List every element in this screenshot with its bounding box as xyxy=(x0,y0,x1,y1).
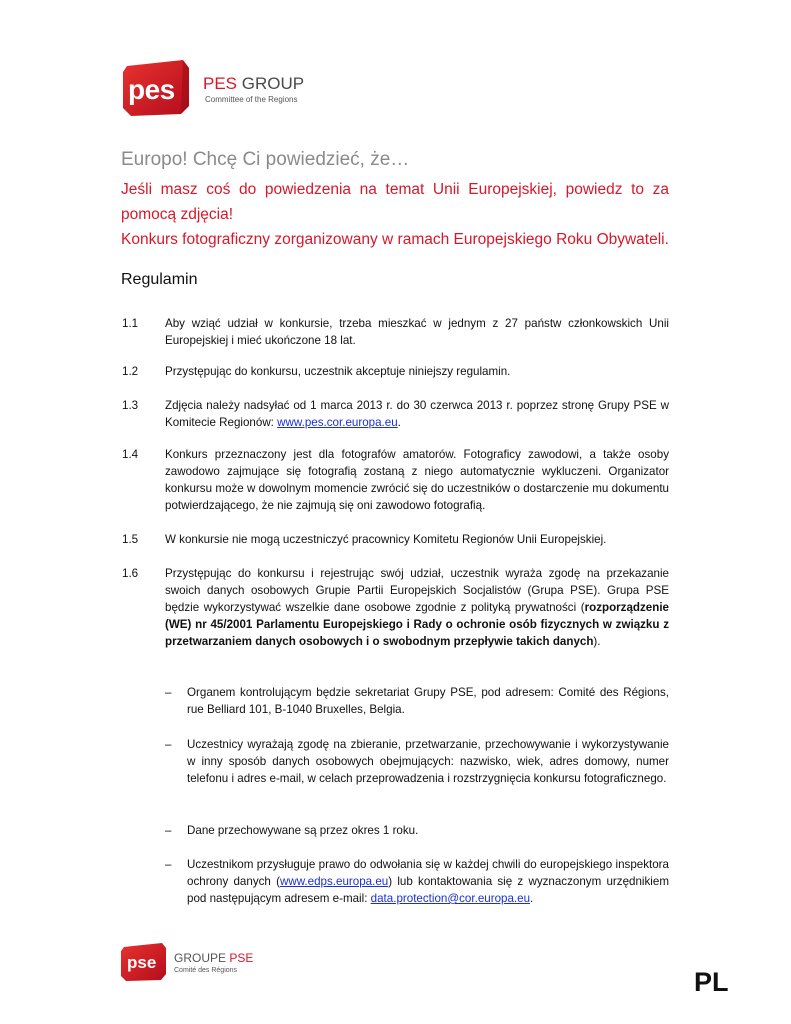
regulation-reference: rozporządzenie (WE) nr 45/2001 Parlamentu Europejskiego i Rady o ochronie osób fizycznych w związku z przetwarzaniem danych osobowych i o swobodnym przepływie takich danych xyxy=(165,601,669,648)
rule-number: 1.3 xyxy=(122,399,139,412)
pes-group-name xyxy=(203,74,304,94)
pes-logo-mark-text: pes xyxy=(128,74,175,105)
contest-description: Konkurs fotograficzny zorganizowany w ramach Europejskiego Roku Obywateli. xyxy=(121,231,669,248)
page-title: Europo! Chcę Ci powiedzieć, że… xyxy=(121,149,410,170)
pse-logo-mark-text: pse xyxy=(127,953,157,972)
rule-text-part: ). xyxy=(593,635,601,648)
dash-bullet: – xyxy=(165,686,172,699)
list-item-text xyxy=(187,856,669,907)
data-protection-email-link[interactable]: data.protection@cor.europa.eu xyxy=(370,892,531,905)
rule-text: Przystępując do konkursu, uczestnik akceptuje niniejszy regulamin. xyxy=(165,365,511,378)
section-title: Regulamin xyxy=(121,271,198,288)
list-item-text-part: Uczestnikom przysługuje prawo do odwołania się w każdej chwili do europejskiego inspektora ochrony danych ( xyxy=(187,858,669,888)
rule-number: 1.2 xyxy=(122,365,139,378)
groupe-pse-name-first: GROUPE xyxy=(174,951,227,965)
pes-website-link[interactable]: www.pes.cor.europa.eu xyxy=(277,416,398,429)
list-item-text-part: . xyxy=(530,892,534,905)
list-item-text: Organem kontrolującym będzie sekretariat Grupy PSE, pod adresem: Comité des Régions, rue Belliard 101, B-1040 Bruxelles, Belgia. xyxy=(187,686,669,716)
dash-bullet: – xyxy=(165,824,172,837)
contest-tagline: Jeśli masz coś do powiedzenia na temat Unii Europejskiej, powiedz to za pomocą zdjęcia! xyxy=(121,181,669,223)
pes-group-name-first: PES xyxy=(203,74,238,93)
rule-number: 1.5 xyxy=(122,533,139,546)
contest-intro xyxy=(121,177,669,252)
rule-text: W konkursie nie mogą uczestniczyć pracownicy Komitetu Regionów Unii Europejskiej. xyxy=(165,533,607,546)
groupe-pse-name-second: PSE xyxy=(229,951,254,965)
rule-text: Konkurs przeznaczony jest dla fotografów amatorów. Fotograficy zawodowi, a także osoby zawodowo zajmujące się fotografią zostaną z niego automatycznie wykluczeni. Organizator konkursu może w dowolnym momencie zwrócić się do uczestników o dostarczenie mu dokumentu potwierdzającego, że nie zajmują się oni zawodowo fotografią. xyxy=(165,448,669,512)
groupe-pse-name xyxy=(174,951,253,965)
rule-text xyxy=(165,397,669,431)
language-code: PL xyxy=(694,967,729,997)
list-item-text: Dane przechowywane są przez okres 1 roku. xyxy=(187,824,419,837)
rule-number: 1.4 xyxy=(122,448,139,461)
rule-text-part: . xyxy=(397,416,401,429)
list-item-text: Uczestnicy wyrażają zgodę na zbieranie, przetwarzanie, przechowywanie i wykorzystywanie w inny sposób danych osobowych obejmujących: nazwisko, wiek, adres domowy, numer telefonu i adres e-mail, w celach przeprowadzenia i rozstrzygnięcia konkursu fotograficznego. xyxy=(187,738,669,785)
groupe-pse-logo xyxy=(121,943,301,983)
rule-text-part: Zdjęcia należy nadsyłać od 1 marca 2013 r. do 30 czerwca 2013 r. poprzez stronę Grupy PSE w Komitecie Regionów: xyxy=(165,399,669,429)
list-item-text-part: ) lub kontaktowania się z wyznaczonym urzędnikiem pod następującym adresem e-mail: xyxy=(187,875,669,905)
rule-text-part: Przystępując do konkursu i rejestrując swój udział, uczestnik wyraża zgodę na przekazanie swoich danych osobowych Grupie Partii Europejskich Socjalistów (Grupa PSE). Grupa PSE będzie wykorzystywać wszelkie dane osobowe zgodnie z polityką prywatności ( xyxy=(165,567,669,614)
rule-text: Aby wziąć udział w konkursie, trzeba mieszkać w jednym z 27 państw członkowskich Unii Europejskiej i mieć ukończone 18 lat. xyxy=(165,317,669,347)
groupe-pse-subtitle: Comité des Régions xyxy=(174,967,238,974)
rule-text xyxy=(165,565,669,650)
dash-bullet: – xyxy=(165,738,172,751)
pes-group-name-second: GROUP xyxy=(241,74,305,93)
rule-number: 1.1 xyxy=(122,317,139,330)
rule-number: 1.6 xyxy=(122,567,139,580)
edps-website-link[interactable]: www.edps.europa.eu xyxy=(279,875,389,888)
dash-bullet: – xyxy=(165,858,172,871)
pes-group-logo xyxy=(123,60,323,120)
pes-group-subtitle: Committee of the Regions xyxy=(205,95,298,104)
